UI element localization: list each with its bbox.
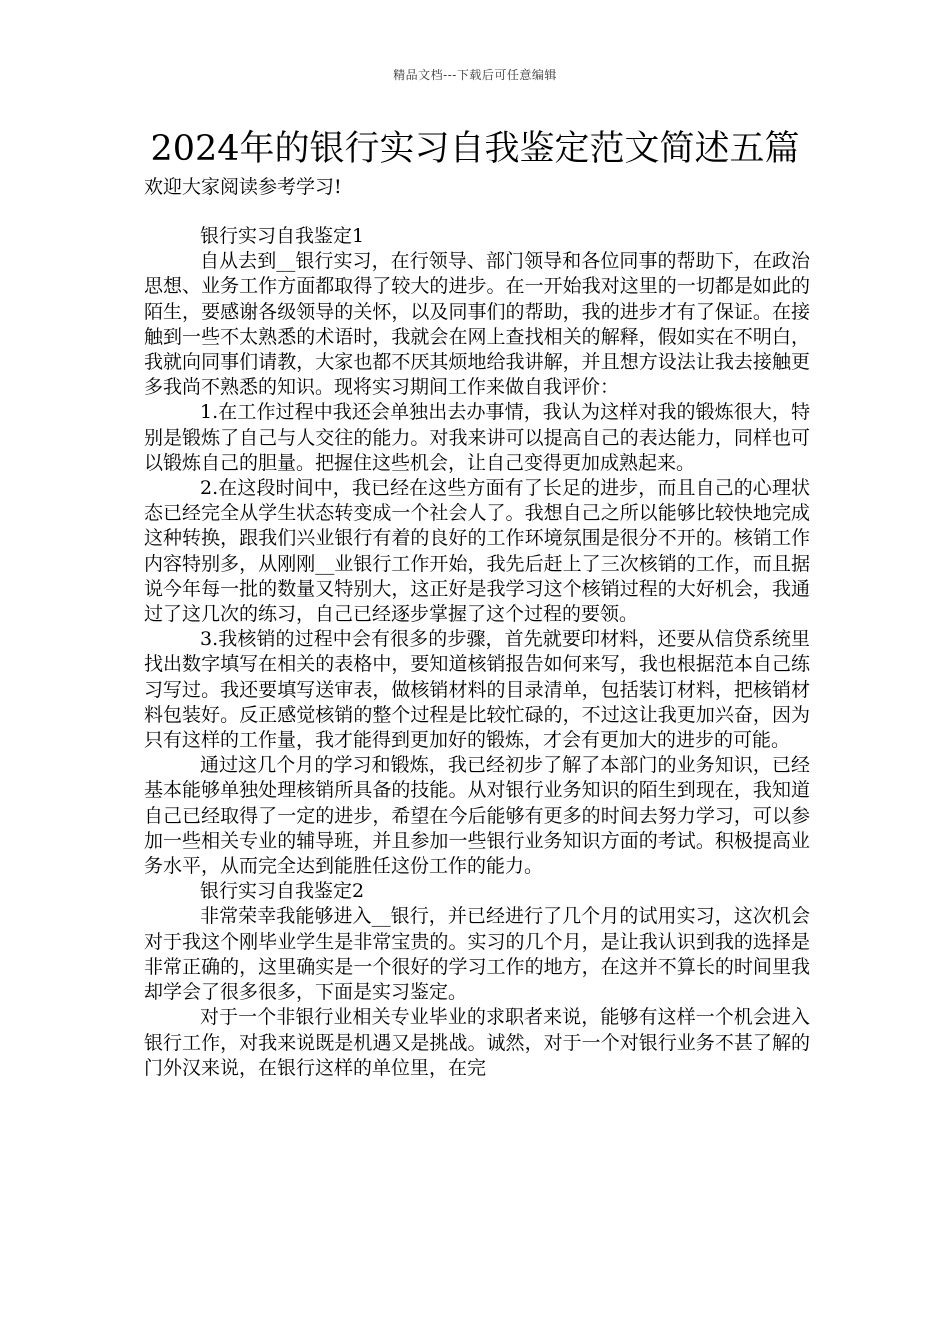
- body-paragraph: 2.在这段时间中，我已经在这些方面有了长足的进步，而且自己的心理状态已经完全从学生状态转变成一个社会人了。我想自己之所以能够比较快地完成这种转换，跟我们兴业银行有着的良好的工作环境氛围是很分不开的。核销工作内容特别多，从刚刚__业银行工作开始，我先后赶上了三次核销的工作，而且据说今年每一批的数量又特别大，这正好是我学习这个核销过程的大好机会，我通过了这几次的练习，自己已经逐步掌握了这个过程的要领。: [144, 477, 810, 626]
- page-title: 2024年的银行实习自我鉴定范文简述五篇: [150, 129, 800, 169]
- section-heading: 银行实习自我鉴定2: [200, 880, 365, 903]
- intro-line: 欢迎大家阅读参考学习!: [144, 176, 342, 198]
- body-paragraph: 3.我核销的过程中会有很多的步骤，首先就要印材料，还要从信贷系统里找出数字填写在相关的表格中，要知道核销报告如何来写，我也根据范本自己练习写过。我还要填写送审表，做核销材料的目录清单，包括装订材料，把核销材料包装好。反正感觉核销的整个过程是比较忙碌的，不过这让我更加兴奋，因为只有这样的工作量，我才能得到更加好的锻炼，才会有更加大的进步的可能。: [144, 628, 810, 752]
- body-paragraph: 自从去到__银行实习，在行领导、部门领导和各位同事的帮助下，在政治思想、业务工作方面都取得了较大的进步。在一开始我对这里的一切都是如此的陌生，要感谢各级领导的关怀，以及同事们的帮助，我的进步才有了保证。在接触到一些不太熟悉的术语时，我就会在网上查找相关的解释，假如实在不明白，我就向同事们请教，大家也都不厌其烦地给我讲解，并且想方设法让我去接触更多我尚不熟悉的知识。现将实习期间工作来做自我评价：: [144, 250, 810, 399]
- body-paragraph: 非常荣幸我能够进入__银行，并已经进行了几个月的试用实习，这次机会对于我这个刚毕业学生是非常宝贵的。实习的几个月，是让我认识到我的选择是非常正确的，这里确实是一个很好的学习工作的地方，在这并不算长的时间里我却学会了很多很多，下面是实习鉴定。: [144, 905, 810, 1004]
- document-body: [144, 224, 810, 1081]
- body-paragraph: 1.在工作过程中我还会单独出去办事情，我认为这样对我的锻炼很大，特别是锻炼了自己与人交往的能力。对我来讲可以提高自己的表达能力，同样也可以锻炼自己的胆量。把握住这些机会，让自己变得更加成熟起来。: [144, 401, 810, 474]
- section-heading: 银行实习自我鉴定1: [200, 225, 365, 247]
- page-header-note: 精品文档---下载后可任意编辑: [393, 68, 557, 82]
- body-paragraph: 对于一个非银行业相关专业毕业的求职者来说，能够有这样一个机会进入银行工作，对我来说既是机遇又是挑战。诚然，对于一个对银行业务不甚了解的门外汉来说，在银行这样的单位里，在完: [144, 1006, 810, 1079]
- body-paragraph: 通过这几个月的学习和锻炼，我已经初步了解了本部门的业务知识，已经基本能够单独处理核销所具备的技能。从对银行业务知识的陌生到现在，我知道自己已经取得了一定的进步，希望在今后能够有更多的时间去努力学习，可以参加一些相关专业的辅导班，并且参加一些银行业务知识方面的考试。积极提高业务水平，从而完全达到能胜任这份工作的能力。: [144, 754, 810, 878]
